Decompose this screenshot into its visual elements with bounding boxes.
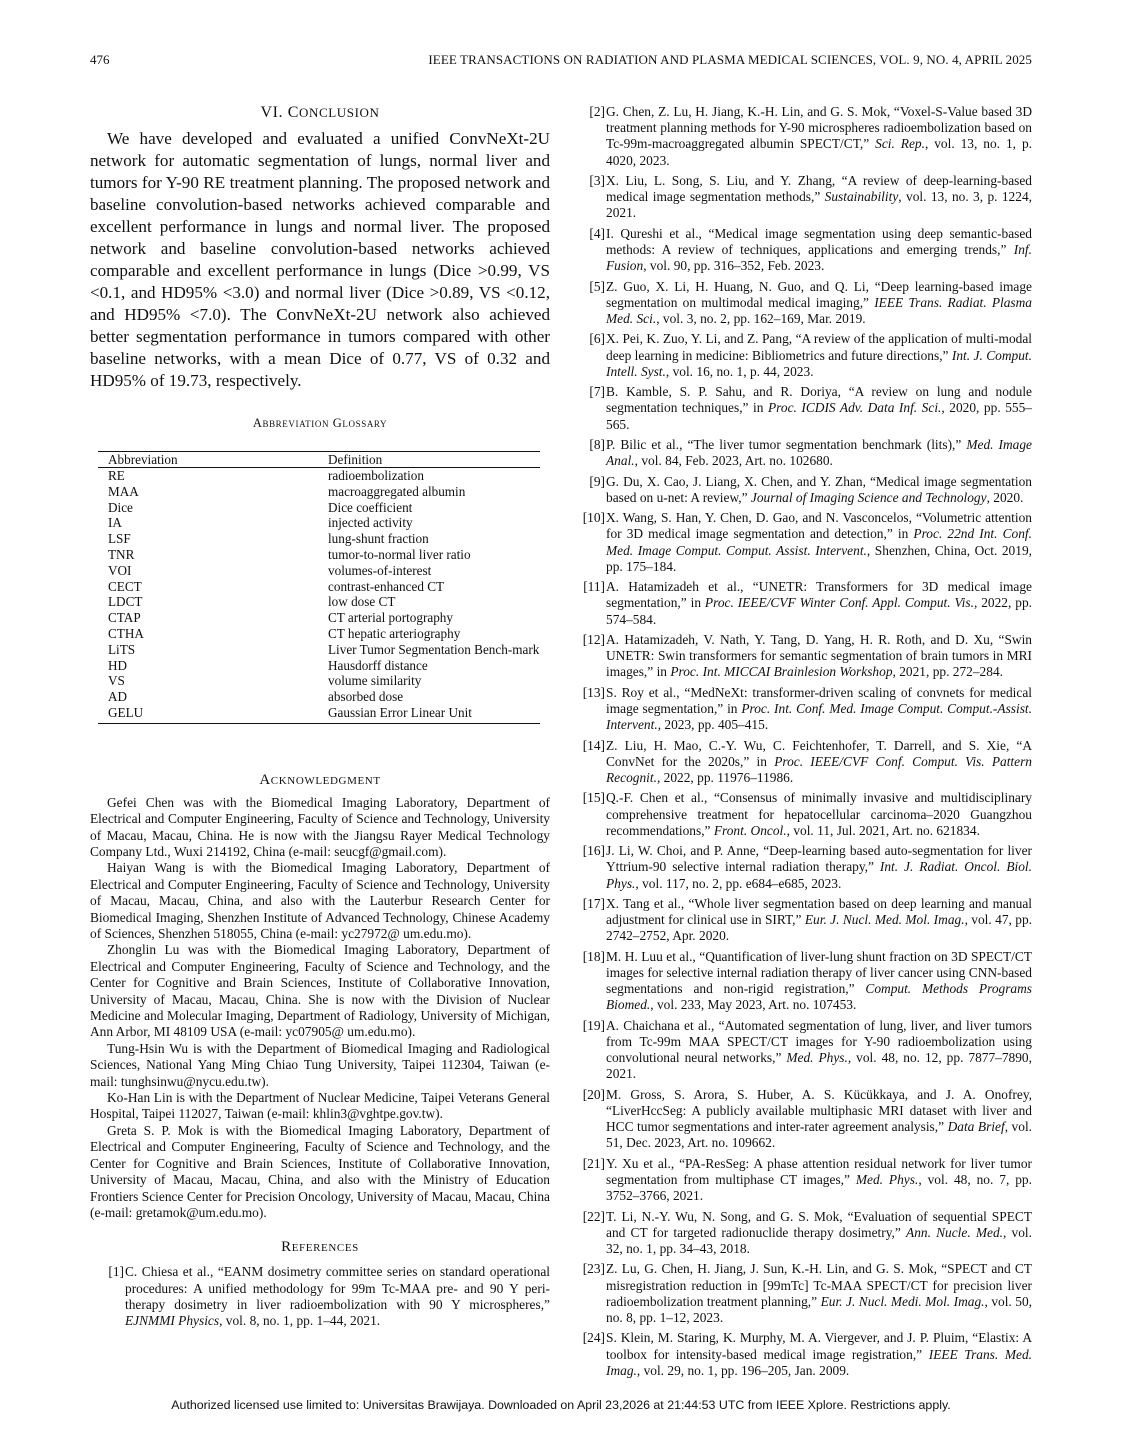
reference-number: [20] (582, 1086, 605, 1102)
glossary-definition: injected activity (328, 515, 413, 531)
reference-number: [6] (589, 331, 605, 347)
glossary-col-definition: Definition (318, 452, 540, 468)
reference-item (570, 104, 1032, 169)
reference-number: [5] (589, 278, 605, 294)
reference-number: [3] (589, 173, 605, 188)
reference-authors-title: X. Liu, L. Song, S. Liu, and Y. Zhang, “A review of deep-learning-based medical image segmentation methods,” (606, 173, 1032, 205)
glossary-abbreviation: RE (108, 468, 125, 483)
reference-venue: Proc. Int. Conf. Med. Image Comput. Comput.-Assist. Intervent. (606, 700, 1032, 733)
reference-details: , Shenzhen, China, Oct. 2019, pp. 175–184. (606, 542, 1032, 574)
reference-authors-title: P. Bilic et al., “The liver tumor segmentation benchmark (lits),” (606, 436, 967, 452)
reference-text (605, 843, 1032, 892)
reference-details: , vol. 13, no. 3, p. 1224, 2021. (606, 189, 1032, 221)
glossary-definition: contrast-enhanced CT (328, 578, 445, 594)
reference-item (570, 949, 1032, 1014)
reference-text (605, 1261, 1032, 1326)
reference-text (605, 1330, 1032, 1379)
reference-authors-title: X. Wang, S. Han, Y. Chen, D. Gao, and N. Vasconcelos, “Volumetric attention for 3D medical image segmentation and detection,” in (606, 510, 1032, 542)
reference-venue: Int. J. Comput. Intell. Syst. (606, 347, 1032, 379)
acknowledgment-heading: Acknowledgment (259, 771, 381, 788)
reference-text (605, 896, 1032, 945)
reference-item (570, 331, 1032, 380)
reference-number: [11] (583, 579, 605, 595)
reference-item (570, 896, 1032, 945)
reference-venue: Sustainability (824, 189, 899, 205)
reference-authors-title: B. Kamble, S. P. Sahu, and R. Doriya, “A review on lung and nodule segmentation techniques,” in (606, 384, 1032, 416)
reference-details: , 2020. (986, 489, 1024, 505)
reference-number: [18] (582, 948, 605, 964)
reference-authors-title: T. Li, N.-Y. Wu, N. Song, and G. S. Mok, “Evaluation of sequential SPECT and CT for targeted radionuclide therapy dosimetry,” (606, 1208, 1032, 1240)
reference-item (570, 1156, 1032, 1205)
glossary-header-row (98, 452, 540, 468)
reference-authors-title: M. Gross, S. Arora, S. Huber, A. S. Kücükkaya, and J. A. Onofrey, “LiverHccSeg: A publicly available multiphasic MRI dataset with liver and HCC tumor segmentations and inter-rater agreement analysis,” (606, 1086, 1032, 1135)
reference-venue: Proc. ICDIS Adv. Data Inf. Sci. (767, 400, 942, 416)
reference-venue: Proc. IEEE/CVF Conf. Comput. Vis. Pattern Recognit. (606, 753, 1033, 785)
conclusion-heading-text: ONCLUSION (299, 105, 380, 120)
reference-text (605, 579, 1032, 628)
reference-details: , vol. 233, May 2023, Art. no. 107453. (650, 997, 857, 1013)
reference-text (605, 226, 1032, 275)
reference-venue: Journal of Imaging Science and Technology (750, 489, 987, 505)
reference-venue: IEEE Trans. Med. Imag. (606, 1346, 1033, 1378)
reference-authors-title: S. Klein, M. Staring, K. Murphy, M. A. Viergever, and J. P. Pluim, “Elastix: A toolbox for intensity-based medical image registration,” (606, 1330, 1032, 1362)
glossary-row (98, 563, 540, 579)
reference-item (570, 1018, 1032, 1083)
glossary-abbreviation: CTHA (108, 625, 144, 641)
reference-number: [24] (582, 1330, 605, 1346)
reference-venue: Med. Phys. (855, 1171, 919, 1187)
reference-item (570, 384, 1032, 433)
reference-venue: Med. Image Anal. (606, 436, 1033, 469)
glossary-row (98, 658, 540, 674)
reference-details: , 2023, pp. 405–415. (657, 717, 769, 733)
reference-item (570, 843, 1032, 892)
reference-venue: Proc. 22nd Int. Conf. Med. Image Comput. Comput. Assist. Intervent. (606, 526, 1032, 558)
reference-details: , 2020, pp. 555–565. (606, 400, 1032, 432)
reference-authors-title: Z. Liu, H. Mao, C.-Y. Wu, C. Feichtenhofer, T. Darrell, and S. Xie, “A ConvNet for the 2020s,” in (606, 737, 1032, 769)
reference-text (605, 331, 1032, 380)
reference-authors-title: M. H. Luu et al., “Quantification of liver-lung shunt fraction on 3D SPECT/CT images for selective internal radiation therapy of liver cancer using CNN-based segmentations and non-rigid registration,” (606, 948, 1032, 997)
reference-number: [19] (582, 1017, 605, 1033)
glossary-abbreviation: Dice (108, 499, 133, 515)
reference-text (605, 1209, 1032, 1258)
references-list-left (90, 1264, 550, 1329)
reference-item (570, 173, 1032, 222)
reference-number: [1] (108, 1264, 124, 1280)
reference-details: , 2022, pp. 11976–11986. (656, 769, 794, 785)
glossary-definition: Hausdorff distance (328, 657, 428, 673)
license-footer: Authorized licensed use limited to: Universitas Brawijaya. Downloaded on April 23,2026 at 21:44:53 UTC from IEEE Xplore. Restrictions apply. (171, 1398, 951, 1412)
glossary-body (98, 468, 540, 724)
reference-text (605, 738, 1032, 787)
reference-text (605, 437, 1032, 469)
glossary-abbreviation: HD (108, 657, 128, 673)
reference-details: , vol. 90, pp. 316–352, Feb. 2023. (643, 258, 825, 274)
reference-authors-title: I. Qureshi et al., “Medical image segmentation using deep semantic-based methods: A review of techniques, applications and emerging trends,” (606, 225, 1032, 257)
reference-number: [13] (582, 684, 605, 700)
reference-number: [15] (582, 790, 605, 806)
acknowledgment-paragraph: Greta S. P. Mok is with the Biomedical Imaging Laboratory, Department of Electrical and Computer Engineering, Faculty of Science and Technology, and the Center for Cognitive and Brain Sciences, Institute of Collaborative Innovation, University of Macau, Macau, China, and also with the Ministry of Education Frontiers Science Center for Precision Oncology, University of Macau, Macau, China (e-mail: gretamok@um.edu.mo). (90, 1122, 550, 1220)
reference-number: [14] (582, 737, 605, 753)
reference-venue: Proc. IEEE/CVF Winter Conf. Appl. Comput. Vis. (704, 595, 974, 611)
conclusion-heading (90, 104, 550, 122)
reference-details: , vol. 48, no. 7, pp. 3752–3766, 2021. (606, 1171, 1032, 1204)
reference-venue: Inf. Fusion (606, 242, 1032, 274)
reference-text (605, 685, 1032, 734)
reference-item (570, 279, 1032, 328)
glossary-row (98, 579, 540, 595)
glossary-abbreviation: VOI (108, 562, 132, 578)
reference-details: , vol. 47, pp. 2742–2752, Apr. 2020. (606, 912, 1032, 944)
glossary-definition: CT arterial portography (328, 610, 453, 626)
reference-details: , vol. 32, no. 1, pp. 34–43, 2018. (606, 1224, 1033, 1256)
reference-item (570, 1261, 1032, 1326)
glossary-row (98, 626, 540, 642)
glossary-row (98, 531, 540, 547)
glossary-abbreviation: AD (108, 689, 128, 705)
reference-details: , vol. 48, no. 12, pp. 7877–7890, 2021. (606, 1050, 1032, 1082)
acknowledgment-paragraph: Haiyan Wang is with the Biomedical Imaging Laboratory, Department of Electrical and Computer Engineering, Faculty of Science and Technology, University of Macau, Macau, China, and also with the Lauterbur Research Center for Biomedical Imaging, Shenzhen Institute of Advanced Technology, Chinese Academy of Sciences, Shenzhen 518055, China (e-mail: yc27972@ um.edu.mo). (90, 860, 550, 941)
reference-venue: Ann. Nucle. Med. (906, 1224, 1004, 1240)
glossary-row (98, 705, 540, 723)
reference-authors-title: Q.-F. Chen et al., “Consensus of minimally invasive and multidisciplinary comprehensive treatment for hepatocellular carcinoma–2020 Guangzhou recommendations,” (606, 790, 1032, 838)
reference-venue: IEEE Trans. Radiat. Plasma Med. Sci. (606, 294, 1032, 326)
reference-text (605, 384, 1032, 433)
glossary-definition: Liver Tumor Segmentation Bench-mark (328, 641, 540, 657)
reference-text (605, 173, 1032, 222)
reference-details: , vol. 3, no. 2, pp. 162–169, Mar. 2019. (656, 311, 866, 326)
reference-item (570, 1330, 1032, 1379)
reference-text (605, 1087, 1032, 1152)
reference-authors-title: A. Chaichana et al., “Automated segmentation of lung, liver, and liver tumors from Tc-99m MAA SPECT/CT images for Y-90 radioembolization using convolutional neural networks,” (606, 1017, 1032, 1066)
reference-details: , vol. 117, no. 2, pp. e684–e685, 2023. (635, 875, 842, 891)
glossary-definition: volume similarity (328, 673, 422, 689)
page-number: 476 (90, 52, 110, 67)
reference-item (90, 1264, 550, 1329)
reference-text (605, 632, 1032, 681)
reference-details: , vol. 84, Feb. 2023, Art. no. 102680. (634, 453, 833, 469)
reference-authors-title: X. Pei, K. Zuo, Y. Li, and Z. Pang, “A review of the application of multi-modal deep learning in medicine: Bibliometrics and future directions,” (606, 331, 1032, 363)
glossary-abbreviation: CTAP (108, 610, 141, 626)
reference-item (570, 790, 1032, 839)
reference-authors-title: A. Hatamizadeh et al., “UNETR: Transformers for 3D medical image segmentation,” in (606, 579, 1032, 611)
acknowledgment-paragraph: Gefei Chen was with the Biomedical Imaging Laboratory, Department of Electrical and Computer Engineering, Faculty of Science and Technology, University of Macau, Macau, China. He is now with the Jiangsu Rayer Medical Technology Company Ltd., Wuxi 214192, China (e-mail: seucgf@gmail.com). (90, 794, 550, 859)
reference-number: [9] (589, 473, 605, 489)
glossary-abbreviation: MAA (108, 483, 139, 499)
glossary-abbreviation: TNR (108, 546, 135, 562)
reference-authors-title: A. Hatamizadeh, V. Nath, Y. Tang, D. Yang, H. R. Roth, and D. Xu, “Swin UNETR: Swin transformers for semantic segmentation of brain tumors in MRI images,” in (606, 631, 1032, 680)
reference-text (605, 474, 1032, 506)
reference-venue: Sci. Rep. (875, 136, 925, 152)
glossary-definition: radioembolization (328, 468, 424, 483)
reference-authors-title: C. Chiesa et al., “EANM dosimetry committee series on standard operational procedures: A unified methodology for 99m Tc-MAA pre- and 90 Y peri-therapy dosimetry in liver radioembolization with 90 Y microspheres,” (125, 1264, 550, 1312)
reference-number: [21] (582, 1155, 605, 1171)
reference-details: , vol. 8, no. 1, pp. 1–44, 2021. (219, 1312, 381, 1328)
reference-text (605, 1156, 1032, 1205)
reference-item (570, 632, 1032, 681)
reference-venue: Data Brief (947, 1119, 1005, 1135)
glossary-row (98, 594, 540, 610)
reference-text (605, 790, 1032, 839)
reference-item (570, 1087, 1032, 1152)
reference-number: [4] (589, 225, 605, 241)
glossary-abbreviation: GELU (98, 705, 318, 723)
glossary-table (98, 451, 540, 724)
glossary-row (98, 547, 540, 563)
glossary-col-abbreviation: Abbreviation (98, 452, 318, 468)
glossary-definition: absorbed dose (328, 689, 404, 705)
glossary-definition: Dice coefficient (328, 499, 413, 515)
reference-details: , vol. 51, Dec. 2023, Art. no. 109662. (606, 1119, 1033, 1151)
reference-number: [22] (582, 1208, 605, 1224)
glossary-row (98, 689, 540, 705)
reference-text (124, 1264, 550, 1329)
glossary-abbreviation: VS (108, 673, 125, 689)
reference-authors-title: J. Li, W. Choi, and P. Anne, “Deep-learning based auto-segmentation for liver Yttrium-90 selective internal radiation therapy,” (606, 843, 1032, 875)
reference-number: [12] (582, 631, 605, 647)
conclusion-text: We have developed and evaluated a unified ConvNeXt-2U network for automatic segmentation of lungs, normal liver and tumors for Y-90 RE treatment planning. The proposed network and baseline convolution-based networks achieved comparable and excellent performance in lungs and normal liver. The proposed network and baseline convolution-based networks achieved comparable and excellent performance in lungs (Dice >0.99, VS <0.1, and HD95% <3.0) and normal liver (Dice >0.89, VS <0.12, and HD95% <7.0). The ConvNeXt-2U network also achieved better segmentation performance in tumors compared with other baseline networks, with a mean Dice of 0.77, VS of 0.32 and HD95% of 19.73, respectively. (90, 129, 550, 390)
glossary-row (98, 500, 540, 516)
reference-venue: Eur. J. Nucl. Med. Mol. Imag. (804, 912, 965, 928)
references-list-right (570, 104, 1032, 1383)
reference-venue: Proc. Int. MICCAI Brainlesion Workshop (670, 664, 893, 680)
reference-venue: EJNMMI Physics (125, 1312, 220, 1328)
left-column (90, 104, 550, 1333)
references-heading: References (281, 1239, 359, 1256)
glossary-abbreviation: LiTS (108, 641, 136, 657)
reference-number: [7] (589, 384, 605, 400)
reference-number: [10] (582, 510, 605, 526)
glossary-definition: CT hepatic arteriography (328, 625, 461, 641)
reference-number: [2] (589, 104, 605, 119)
running-header: IEEE TRANSACTIONS ON RADIATION AND PLASMA MEDICAL SCIENCES, VOL. 9, NO. 4, APRIL 2025 (428, 52, 1032, 67)
reference-details: , 2022, pp. 574–584. (606, 595, 1032, 627)
reference-text (605, 1018, 1032, 1083)
reference-authors-title: X. Tang et al., “Whole liver segmentation based on deep learning and manual adjustment for clinical use in SIRT,” (606, 895, 1032, 928)
reference-venue: Med. Phys. (786, 1050, 848, 1066)
reference-number: [16] (582, 843, 605, 859)
reference-details: , vol. 16, no. 1, p. 44, 2023. (665, 363, 814, 379)
reference-venue: Front. Oncol. (713, 822, 787, 838)
reference-item (570, 510, 1032, 575)
reference-item (570, 1209, 1032, 1258)
glossary-row (98, 468, 540, 484)
reference-text (605, 510, 1032, 575)
reference-details: , vol. 13, no. 1, p. 4020, 2023. (606, 136, 1032, 168)
reference-authors-title: S. Roy et al., “MedNeXt: transformer-driven scaling of convnets for medical image segmentation,” in (606, 684, 1032, 716)
glossary-row (98, 642, 540, 658)
acknowledgment-paragraph: Zhonglin Lu was with the Biomedical Imaging Laboratory, Department of Electrical and Computer Engineering, Faculty of Science and Technology, and the Center for Cognitive and Brain Sciences, Institute of Collaborative Innovation, University of Macau, Macau, China. She is now with the Division of Nuclear Medicine and Molecular Imaging, Department of Radiology, University of Michigan, Ann Arbor, MI 48109 USA (e-mail: yc07905@ um.edu.mo). (90, 942, 550, 1040)
glossary-definition: tumor-to-normal liver ratio (328, 546, 471, 562)
reference-authors-title: Z. Guo, X. Li, H. Huang, N. Guo, and Q. Li, “Deep learning-based image segmentation on multimodal medical imaging,” (606, 278, 1032, 310)
reference-number: [8] (589, 436, 605, 452)
reference-text (605, 104, 1032, 169)
acknowledgment-body (90, 795, 550, 1222)
acknowledgment-paragraph: Tung-Hsin Wu is with the Department of Biomedical Imaging and Radiological Sciences, National Yang Ming Chiao Tung University, Taipei 112304, Taiwan (e-mail: tunghsinwu@nycu.edu.tw). (90, 1040, 550, 1089)
glossary-row (98, 484, 540, 500)
reference-text (605, 279, 1032, 328)
glossary-row (98, 610, 540, 626)
conclusion-heading-number: VI. C (260, 104, 300, 121)
reference-venue: Int. J. Radiat. Oncol. Biol. Phys. (606, 859, 1032, 891)
glossary-definition: macroaggregated albumin (328, 483, 466, 499)
reference-details: , vol. 50, no. 8, pp. 1–12, 2023. (606, 1293, 1032, 1325)
reference-item (570, 226, 1032, 275)
glossary-definition: low dose CT (328, 594, 396, 610)
reference-details: , vol. 29, no. 1, pp. 196–205, Jan. 2009. (636, 1362, 850, 1378)
reference-item (570, 579, 1032, 628)
reference-item (570, 738, 1032, 787)
glossary-title: Abbreviation Glossary (252, 416, 388, 430)
reference-item (570, 474, 1032, 506)
reference-item (570, 685, 1032, 734)
glossary-abbreviation: LSF (108, 531, 131, 547)
acknowledgment-paragraph: Ko-Han Lin is with the Department of Nuclear Medicine, Taipei Veterans General Hospital, Taipei 112027, Taiwan (e-mail: khlin3@vghtpe.gov.tw). (90, 1090, 550, 1122)
reference-item (570, 437, 1032, 469)
glossary-definition: volumes-of-interest (328, 562, 432, 578)
reference-authors-title: G. Chen, Z. Lu, H. Jiang, K.-H. Lin, and G. S. Mok, “Voxel-S-Value based 3D treatment planning methods for Y-90 microspheres radioembolization based on Tc-99m-macroaggregated albumin SPECT/CT,” (606, 104, 1032, 152)
reference-authors-title: G. Du, X. Cao, J. Liang, X. Chen, and Y. Zhan, “Medical image segmentation based on u-net: A review,” (606, 473, 1032, 505)
glossary-row (98, 515, 540, 531)
reference-number: [23] (582, 1261, 605, 1277)
glossary-abbreviation: CECT (108, 578, 142, 594)
reference-authors-title: Z. Lu, G. Chen, H. Jiang, J. Sun, K.-H. Lin, and G. S. Mok, “SPECT and CT misregistration reduction in [99mTc] Tc-MAA SPECT/CT for precision liver radioembolization treatment planning,” (606, 1261, 1032, 1309)
reference-details: , vol. 11, Jul. 2021, Art. no. 621834. (786, 822, 980, 838)
reference-venue: Eur. J. Nucl. Medi. Mol. Imag. (820, 1293, 985, 1309)
glossary-abbreviation: LDCT (108, 594, 143, 610)
glossary-row (98, 673, 540, 689)
glossary-definition: lung-shunt fraction (328, 531, 429, 547)
glossary-abbreviation: IA (108, 515, 122, 531)
reference-authors-title: Y. Xu et al., “PA-ResSeg: A phase attention residual network for liver tumor segmentation from multiphase CT images,” (606, 1155, 1032, 1187)
glossary-definition: Gaussian Error Linear Unit (318, 705, 540, 723)
reference-text (605, 949, 1032, 1014)
reference-number: [17] (582, 895, 605, 911)
reference-details: , 2021, pp. 272–284. (892, 664, 1003, 680)
reference-venue: Comput. Methods Programs Biomed. (606, 981, 1032, 1013)
